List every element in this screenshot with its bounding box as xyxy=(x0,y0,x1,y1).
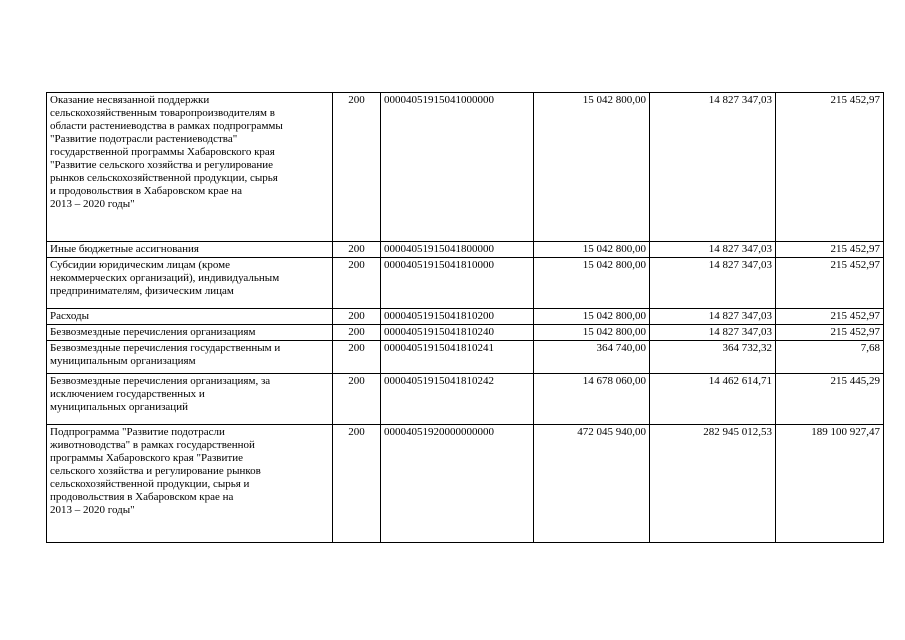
row-name: Безвозмездные перечисления государственным и муниципальным организациям xyxy=(47,341,333,374)
row-unexecuted: 215 452,97 xyxy=(776,325,884,341)
row-budget-code: 00004051915041810000 xyxy=(381,258,534,309)
row-line-code: 200 xyxy=(333,258,381,309)
row-name: Подпрограмма "Развитие подотрасли животноводства" в рамках государственной программы Хабаровского края "Развитие сельского хозяйства и регулирование рынков сельскохозяйственной продукции, сырья и продовольствия в Хабаровском крае на 2013 – 2020 годы" xyxy=(47,425,333,543)
row-executed: 14 827 347,03 xyxy=(650,242,776,258)
table-row xyxy=(47,309,884,325)
table-row xyxy=(47,374,884,425)
row-budget-code: 00004051915041810200 xyxy=(381,309,534,325)
row-line-code: 200 xyxy=(333,374,381,425)
row-unexecuted: 215 452,97 xyxy=(776,309,884,325)
row-name: Безвозмездные перечисления организациям, за исключением государственных и муниципальных организаций xyxy=(47,374,333,425)
row-unexecuted: 7,68 xyxy=(776,341,884,374)
row-budget-code: 00004051915041000000 xyxy=(381,93,534,242)
row-unexecuted: 215 452,97 xyxy=(776,93,884,242)
row-approved: 15 042 800,00 xyxy=(534,242,650,258)
row-executed: 364 732,32 xyxy=(650,341,776,374)
row-unexecuted: 215 452,97 xyxy=(776,242,884,258)
row-line-code: 200 xyxy=(333,325,381,341)
row-approved: 15 042 800,00 xyxy=(534,309,650,325)
row-name: Безвозмездные перечисления организациям xyxy=(47,325,333,341)
row-line-code: 200 xyxy=(333,425,381,543)
row-line-code: 200 xyxy=(333,309,381,325)
row-name: Иные бюджетные ассигнования xyxy=(47,242,333,258)
row-unexecuted: 215 445,29 xyxy=(776,374,884,425)
row-executed: 14 827 347,03 xyxy=(650,93,776,242)
row-approved: 472 045 940,00 xyxy=(534,425,650,543)
table-row xyxy=(47,341,884,374)
row-budget-code: 00004051915041810240 xyxy=(381,325,534,341)
row-approved: 15 042 800,00 xyxy=(534,93,650,242)
row-budget-code: 00004051915041800000 xyxy=(381,242,534,258)
row-budget-code: 00004051915041810242 xyxy=(381,374,534,425)
table-row xyxy=(47,93,884,242)
row-approved: 364 740,00 xyxy=(534,341,650,374)
row-name: Расходы xyxy=(47,309,333,325)
row-unexecuted: 215 452,97 xyxy=(776,258,884,309)
budget-execution-table xyxy=(46,92,884,543)
table-row xyxy=(47,258,884,309)
row-line-code: 200 xyxy=(333,242,381,258)
table-row xyxy=(47,425,884,543)
row-line-code: 200 xyxy=(333,341,381,374)
row-approved: 14 678 060,00 xyxy=(534,374,650,425)
row-executed: 14 827 347,03 xyxy=(650,325,776,341)
row-executed: 14 827 347,03 xyxy=(650,309,776,325)
row-name: Оказание несвязанной поддержки сельскохозяйственным товаропроизводителям в области растениеводства в рамках подпрограммы "Развитие подотрасли растениеводства" государственной программы Хабаровского края "Развитие сельского хозяйства и регулирование рынков сельскохозяйственной продукции, сырья и продовольствия в Хабаровском крае на 2013 – 2020 годы" xyxy=(47,93,333,242)
table-row xyxy=(47,242,884,258)
row-approved: 15 042 800,00 xyxy=(534,325,650,341)
row-executed: 282 945 012,53 xyxy=(650,425,776,543)
row-approved: 15 042 800,00 xyxy=(534,258,650,309)
row-executed: 14 462 614,71 xyxy=(650,374,776,425)
row-budget-code: 00004051915041810241 xyxy=(381,341,534,374)
table-row xyxy=(47,325,884,341)
row-line-code: 200 xyxy=(333,93,381,242)
row-executed: 14 827 347,03 xyxy=(650,258,776,309)
row-unexecuted: 189 100 927,47 xyxy=(776,425,884,543)
row-budget-code: 00004051920000000000 xyxy=(381,425,534,543)
row-name: Субсидии юридическим лицам (кроме некоммерческих организаций), индивидуальным предпринимателям, физическим лицам xyxy=(47,258,333,309)
